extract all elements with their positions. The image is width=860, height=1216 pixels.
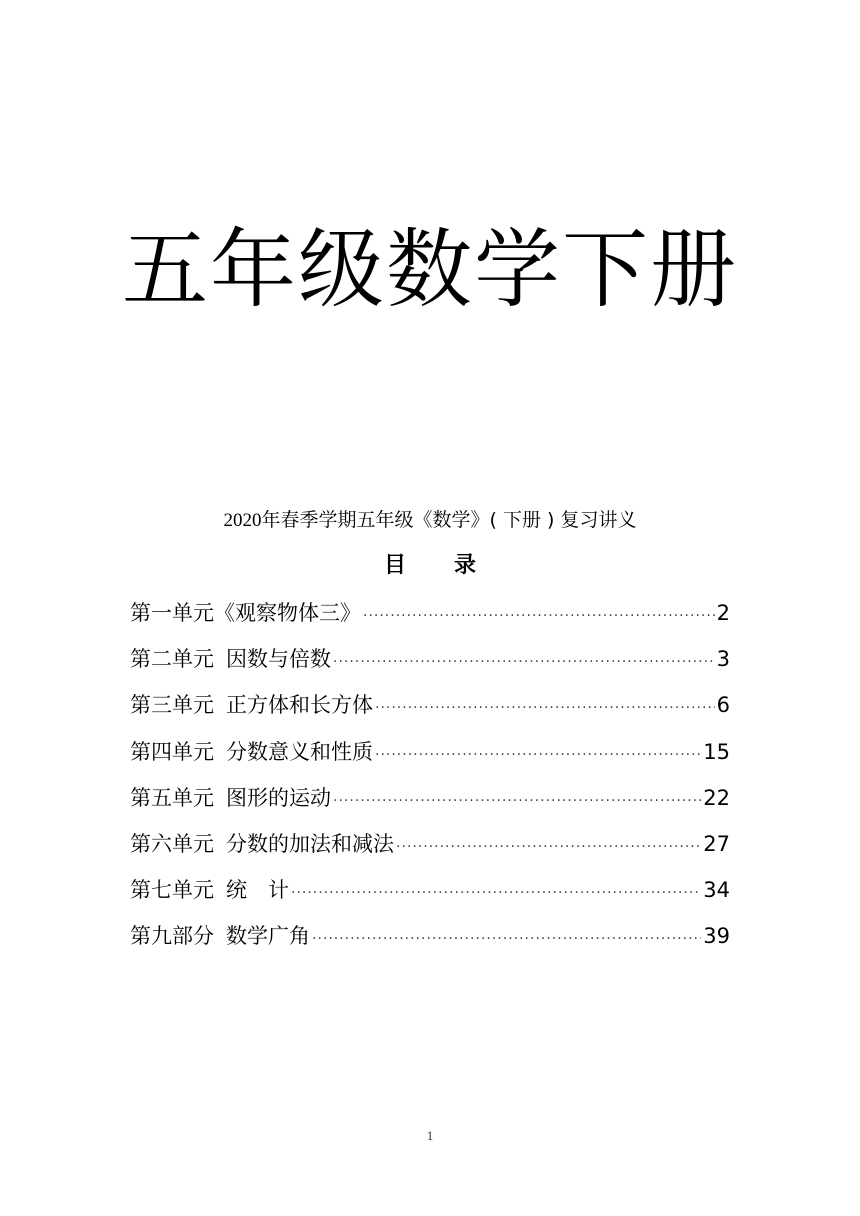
toc-page-number: 6: [716, 693, 730, 718]
toc-entry[interactable]: [130, 682, 730, 728]
toc-unit: 第三单元: [130, 693, 214, 718]
toc-title: 因数与倍数: [226, 647, 331, 672]
toc-entry[interactable]: [130, 821, 730, 867]
toc-page-number: 15: [703, 739, 730, 764]
toc-entry[interactable]: [130, 636, 730, 682]
toc-title: 《观察物体三》: [214, 601, 361, 625]
toc-leader-dots: [363, 593, 715, 639]
toc-entry[interactable]: [130, 867, 730, 913]
toc-page-number: 2: [716, 601, 730, 625]
toc-entry[interactable]: [130, 729, 730, 775]
toc-title: 分数意义和性质: [226, 739, 373, 764]
toc-heading-left: 目: [383, 553, 406, 578]
toc-page-number: 39: [703, 924, 730, 949]
toc-title: 正方体和长方体: [226, 693, 373, 718]
toc-unit: 第二单元: [130, 647, 214, 672]
toc-heading: [0, 549, 860, 583]
toc-unit: 第九部分: [130, 924, 214, 949]
toc-leader-dots: [333, 778, 701, 824]
toc-unit: 第四单元: [130, 739, 214, 764]
toc-unit: 第六单元: [130, 831, 214, 856]
toc-leader-dots: [291, 870, 701, 916]
subtitle-text: 年春季学期五年级《数学》( 下册 ) 复习讲义: [261, 509, 637, 531]
toc-unit: 第一单元: [130, 601, 214, 625]
toc-leader-dots: [375, 685, 715, 731]
toc-entry[interactable]: [130, 913, 730, 959]
toc-heading-right: 录: [454, 553, 477, 578]
toc-entry[interactable]: [130, 775, 730, 821]
toc-title: 数学广角: [226, 924, 310, 949]
toc-page-number: 34: [703, 878, 730, 903]
table-of-contents: [130, 590, 730, 960]
toc-leader-dots: [333, 639, 715, 685]
toc-leader-dots: [396, 824, 701, 870]
toc-unit: 第七单元: [130, 878, 214, 903]
document-subtitle: [0, 505, 860, 536]
toc-title: 分数的加法和减法: [226, 831, 394, 856]
toc-page-number: 22: [703, 785, 730, 810]
toc-unit: 第五单元: [130, 785, 214, 810]
toc-page-number: 3: [716, 647, 730, 672]
toc-leader-dots: [375, 732, 701, 778]
toc-title: 统 计: [226, 878, 289, 903]
toc-title: 图形的运动: [226, 785, 331, 810]
subtitle-year: 2020: [223, 510, 262, 531]
page-number: 1: [426, 1128, 434, 1143]
toc-leader-dots: [312, 916, 701, 962]
document-title: 五年级数学下册: [122, 220, 738, 320]
toc-entry[interactable]: [130, 590, 730, 636]
toc-page-number: 27: [703, 831, 730, 856]
